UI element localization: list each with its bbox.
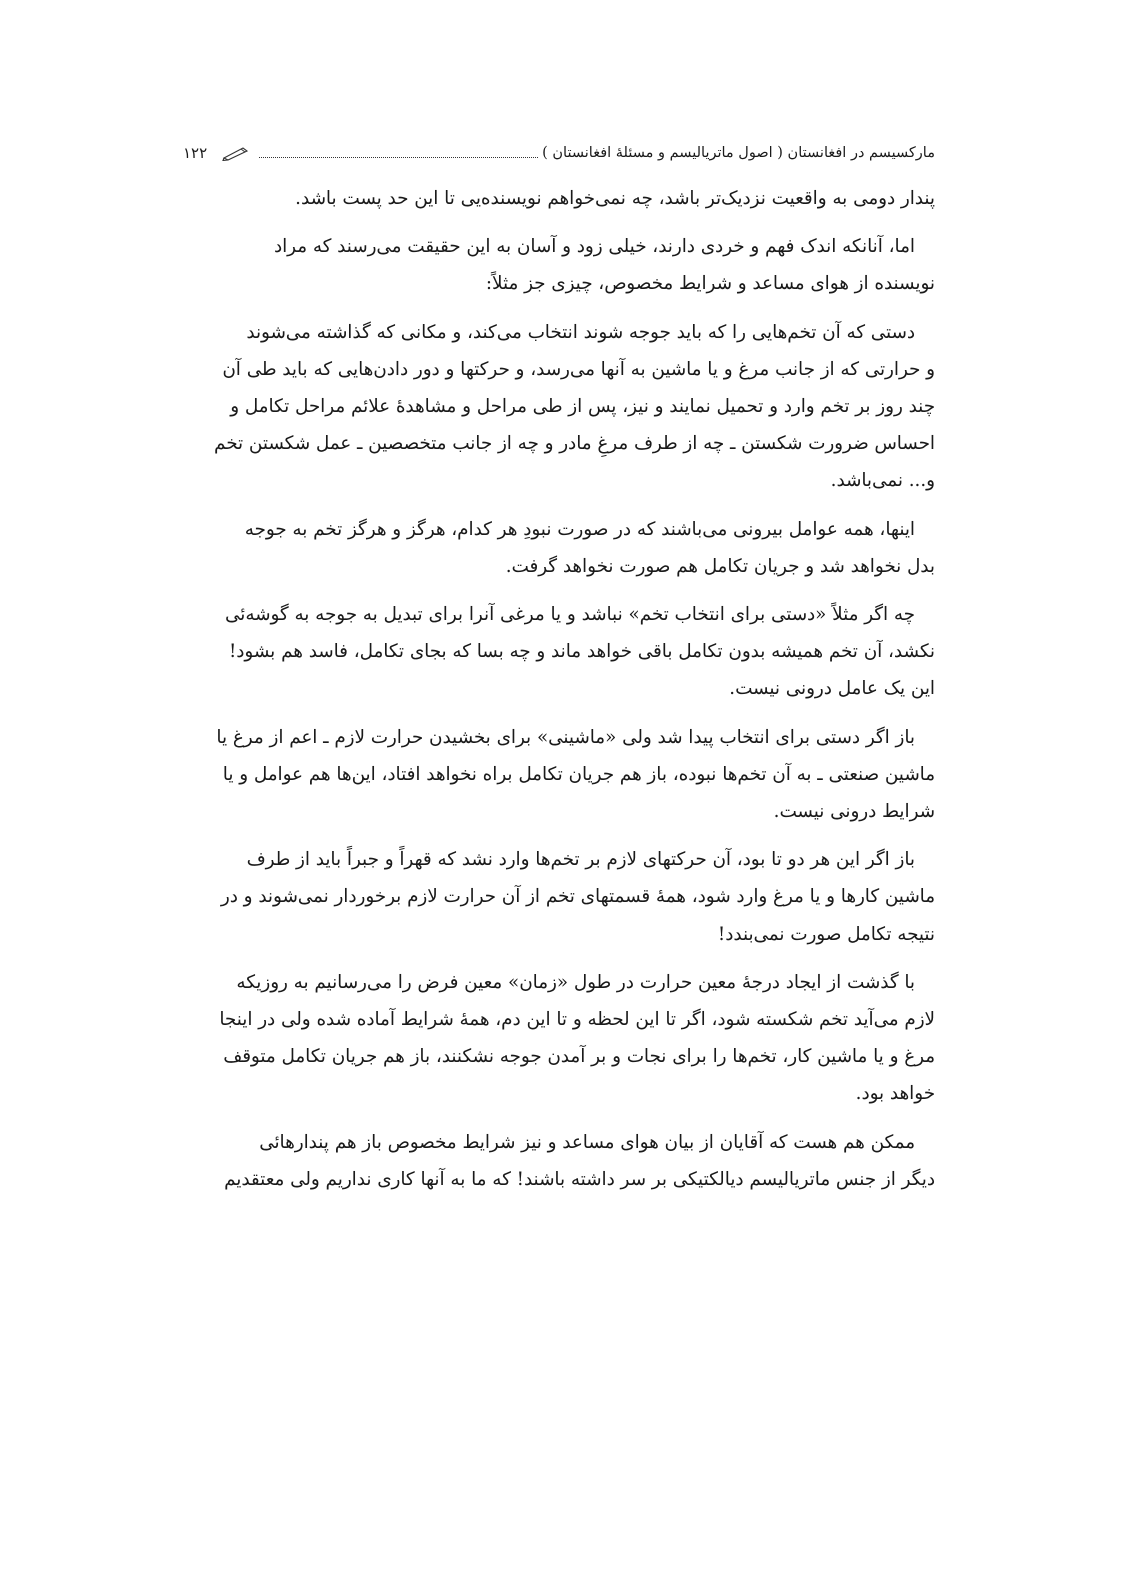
text-line: با گذشت از ایجاد درجهٔ معین حرارت در طول «زمان» معین فرض را می‌رسانیم به روزیکه: [236, 971, 915, 993]
text-line: ممکن هم هست که آقایان از بیان هوای مساعد و نیز شرایط مخصوص باز هم پندارهائی: [259, 1131, 915, 1153]
text-line: احساس ضرورت شکستن ـ چه از طرف مرغِ مادر و چه از جانب متخصصین ـ عمل شکستن تخم: [214, 433, 935, 455]
paragraph: [183, 1124, 935, 1198]
paragraph: [183, 964, 935, 1113]
paragraph: [183, 596, 935, 708]
text-line: نکشد، آن تخم همیشه بدون تکامل باقی خواهد ماند و چه بسا که بجای تکامل، فاسد هم بشود!: [228, 641, 935, 663]
paragraph: [183, 314, 935, 500]
text-line: اینها، همه عوامل بیرونی می‌باشند که در صورت نبودِ هر کدام، هرگز و هرگز تخم به جوجه: [244, 518, 915, 540]
pencil-icon: [221, 145, 249, 161]
text-line: اما، آنانکه اندک فهم و خردی دارند، خیلی زود و آسان به این حقیقت می‌رسند که مراد: [273, 236, 915, 258]
text-line: و حرارتی که از جانب مرغ و یا ماشین به آنها می‌رسد، و حرکتها و دور دادن‌هایی که باید طی آن: [222, 358, 935, 380]
text-line: نویسنده از هوای مساعد و شرایط مخصوص، چیزی جز مثلاً:: [485, 273, 935, 295]
text-line: دیگر از جنس ماتریالیسم دیالکتیکی بر سر داشته باشند! که ما به آنها کاری نداریم ولی معتقدیم: [224, 1168, 935, 1190]
paragraph: [183, 228, 935, 302]
text-line: این یک عامل درونی نیست.: [729, 678, 935, 700]
page-number: ۱۲۲: [183, 144, 208, 162]
text-line: ماشین صنعتی ـ به آن تخم‌ها نبوده، باز هم جریان تکامل براه نخواهد افتاد، این‌ها هم عوامل و یا: [222, 763, 935, 785]
paragraph: [183, 511, 935, 585]
text-line: دستی که آن تخم‌هایی را که باید جوجه شوند انتخاب می‌کند، و مکانی که گذاشته می‌شوند: [246, 321, 915, 343]
text-line: ماشین کارها و یا مرغ وارد شود، همهٔ قسمتهای تخم از آن حرارت لازم برخوردار نمی‌شوند و در: [220, 886, 935, 908]
paragraph: [183, 180, 935, 217]
text-line: نتیجه تکامل صورت نمی‌بندد!: [717, 923, 935, 945]
text-line: چه اگر مثلاً «دستی برای انتخاب تخم» نباشد و یا مرغی آنرا برای تبدیل به جوجه به گوشه‌ئی: [225, 604, 915, 626]
text-line: مرغ و یا ماشین کار، تخم‌ها را برای نجات و بر آمدن جوجه نشکنند، باز هم جریان تکامل متوقف: [223, 1046, 935, 1068]
running-header: [183, 140, 935, 166]
text-line: باز اگر دستی برای انتخاب پیدا شد ولی «ماشینی» برای بخشیدن حرارت لازم ـ اعم از مرغ یا: [216, 726, 915, 748]
text-line: پندار دومی به واقعیت نزدیک‌تر باشد، چه نمی‌خواهم نویسنده‌یی تا این حد پست باشد.: [295, 188, 935, 209]
text-line: باز اگر این هر دو تا بود، آن حرکتهای لازم بر تخم‌ها وارد نشد که قهراً و جبراً باید از طرف: [246, 849, 915, 871]
dotted-leader: [259, 145, 538, 158]
text-line: و... نمی‌باشد.: [830, 470, 935, 492]
paragraph: [183, 719, 935, 831]
text-line: شرایط درونی نیست.: [773, 801, 935, 823]
text-line: خواهد بود.: [855, 1083, 935, 1105]
text-line: چند روز بر تخم وارد و تحمیل نمایند و نیز، پس از طی مراحل و مشاهدهٔ علائم مراحل تکامل و: [230, 396, 935, 418]
text-line: بدل نخواهد شد و جریان تکامل هم صورت نخواهد گرفت.: [505, 555, 935, 577]
paragraph: [183, 841, 935, 953]
text-line: لازم می‌آید تخم شکسته شود، اگر تا این لحظه و تا این دم، همهٔ شرایط آماده شده ولی در اینجا: [219, 1009, 935, 1031]
running-header-title: مارکسیسم در افغانستان ( اصول ماتریالیسم و مسئلهٔ افغانستان ): [542, 145, 935, 161]
body-text: [183, 180, 935, 1209]
